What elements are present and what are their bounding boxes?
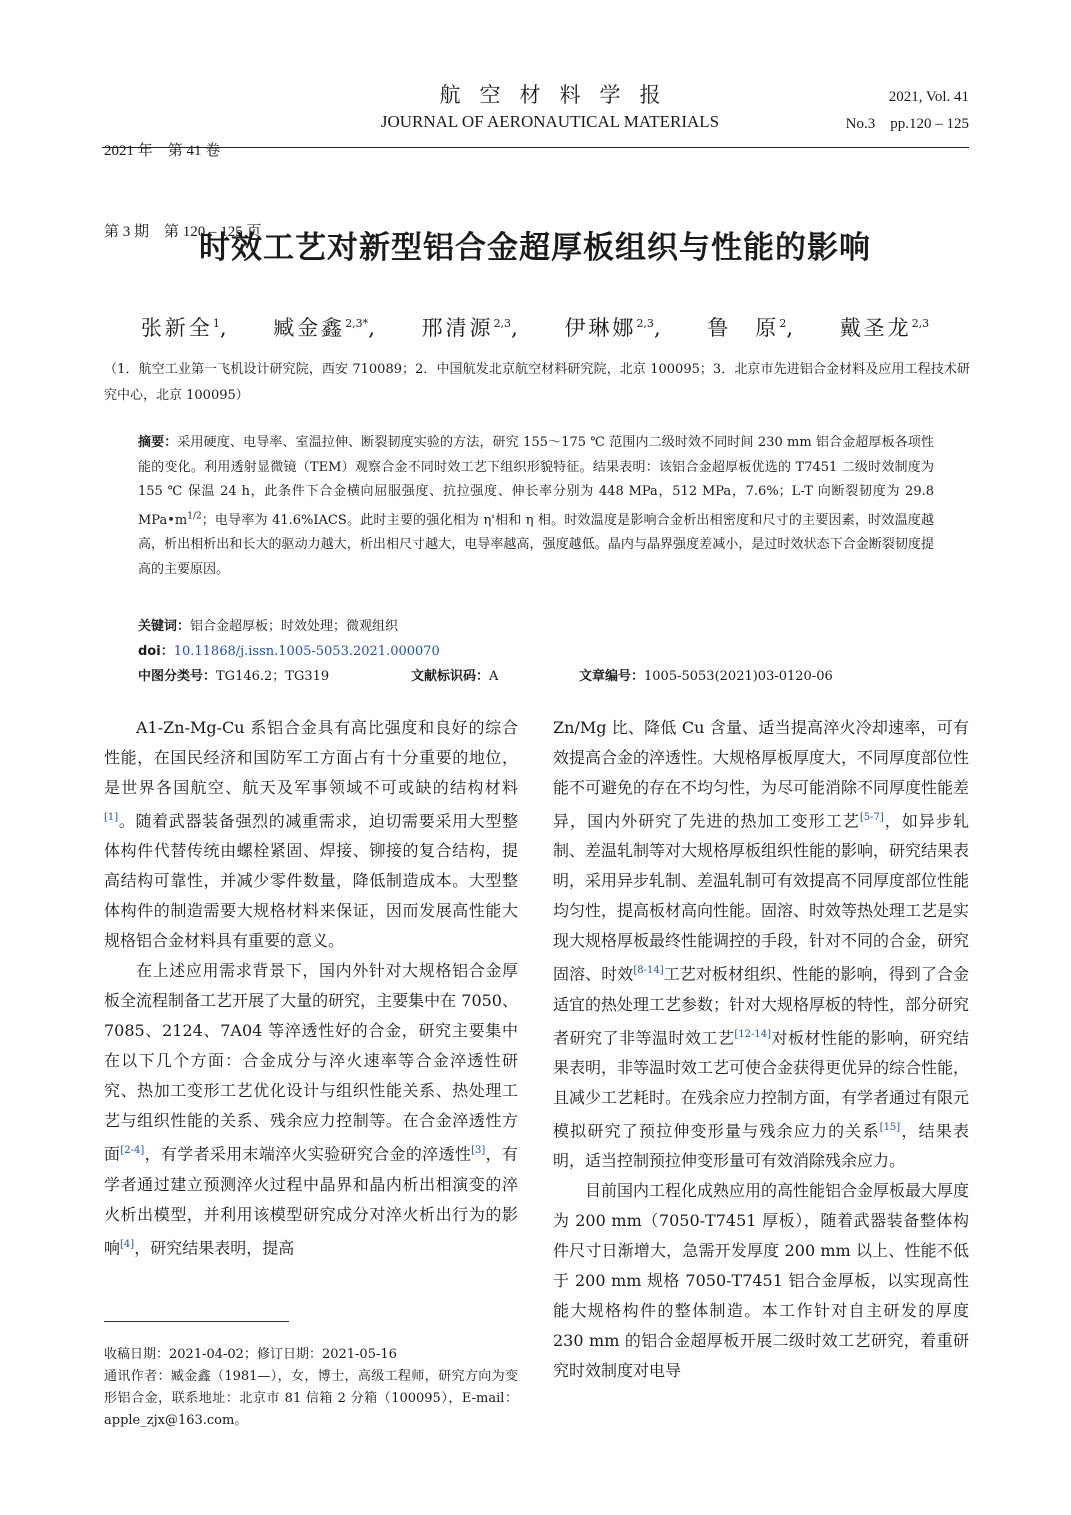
footnotes	[104, 1344, 518, 1432]
author: 戴圣龙$^{2,3}$	[839, 316, 930, 340]
issue-info-right	[846, 84, 969, 138]
keywords-label: 关键词：	[138, 619, 191, 634]
author: 邢清源$^{2,3}$	[421, 316, 512, 340]
volume-en: 2021, Vol. 41	[888, 89, 969, 105]
paper-title: 时效工艺对新型铝合金超厚板组织与性能的影响	[199, 230, 871, 266]
keywords	[138, 617, 398, 637]
abstract	[138, 431, 934, 582]
document-code: 文献标识码：A	[411, 669, 499, 684]
author: 鲁 原$^2$	[707, 316, 787, 340]
paragraph: A1-Zn-Mg-Cu 系铝合金具有高比强度和良好的综合性能，在国民经济和国防军工方面占有十分重要的地位，是世界各国航空、航天及军事领域不可或缺的结构材料[1]。随着武器装备强烈的减重需求，迫切需要采用大型整体构件代替传统由螺栓紧固、焊接、铆接的复合结构，提高结构可靠性，并减少零件数量，降低制造成本。大型整体构件的制造需要大规格材料来保证，因而发展高性能大规格铝合金材料具有重要的意义。	[104, 718, 518, 951]
doi	[138, 642, 440, 662]
header-divider	[102, 147, 969, 148]
paragraph: Zn/Mg 比、降低 Cu 含量、适当提高淬火冷却速率，可有效提高合金的淬透性。大规格厚板厚度大，不同厚度部位性能不可避免的存在不均匀性，为尽可能消除不同厚度性能差异，国内外研究了先进的热加工变形工艺[5-7]，如异步轧制、差温轧制等对大规格厚板组织性能的影响，研究结果表明，采用异步轧制、差温轧制可有效提高不同厚度部位性能均匀性，提高板材高向性能。固溶、时效等热处理工艺是实现大规格厚板最终性能调控的手段，针对不同的合金，研究固溶、时效[8-14]工艺对板材组织、性能的影响，得到了合金适宜的热处理工艺参数；针对大规格厚板的特性，部分研究者研究了非等温时效工艺[12-14]对板材性能的影响，研究结果表明，非等温时效工艺可使合金获得更优异的综合性能，且减少工艺耗时。在残余应力控制方面，有学者通过有限元模拟研究了预拉伸变形量与残余应力的关系[15]，结果表明，适当控制预拉伸变形量可有效消除残余应力。	[553, 718, 970, 1171]
author-list: 张新全$^1$, 臧金鑫$^{2,3*}$, 邢清源$^{2,3}$, 伊琳娜$^{2,3}$, 鲁 原$^2$, 戴圣龙$^{2,3}$	[140, 316, 930, 340]
doi-label: doi：	[138, 644, 174, 659]
body-column-left	[104, 713, 518, 1263]
footnote-divider	[104, 1321, 289, 1322]
author: 张新全$^1$	[140, 316, 220, 340]
paragraph: 在上述应用需求背景下，国内外针对大规格铝合金厚板全流程制备工艺开展了大量的研究，主要集中在 7050、7085、2124、7A04 等淬透性好的合金，研究主要集中在以下几个方面：合金成分与淬火速率等合金淬透性研究、热加工变形工艺优化设计与组织性能关系、热处理工艺与组织性能的关系、残余应力控制等。在合金淬透性方面[2-4]，有学者采用末端淬火实验研究合金的淬透性[3]，有学者通过建立预测淬火过程中晶界和晶内析出相演变的淬火析出模型，并利用该模型研究成分对淬火析出行为的影响[4]，研究结果表明，提高	[104, 961, 518, 1257]
paragraph: 目前国内工程化成熟应用的高性能铝合金厚板最大厚度为 200 mm（7050-T7451 厚板），随着武器装备整体构件尺寸日渐增大，急需开发厚度 200 mm 以上、性能不低于 200 mm 规格 7050-T7451 铝合金厚板，以实现高性能大规格构件的整体制造。本工作针对自主研发的厚度 230 mm 的铝合金超厚板开展二级时效工艺研究，着重研究时效制度对电导	[553, 1181, 970, 1381]
abstract-text: 采用硬度、电导率、室温拉伸、断裂韧度实验的方法，研究 155～175 ℃ 范围内二级时效不同时间 230 mm 铝合金超厚板各项性能的变化。利用透射显微镜（TEM）观察合金不同时效工艺下组织形貌特征。结果表明：该铝合金超厚板优选的 T7451 二级时效制度为 155 ℃ 保温 24 h，此条件下合金横向屈服强度、抗拉强度、伸长率分别为 448 MPa，512 MPa，7.6%；L-T 向断裂韧度为 29.8 $MPa•m^{1/2}$；电导率为 41.6%IACS。此时主要的强化相为 η'相和 η 相。时效温度是影响合金析出相密度和尺寸的主要因素，时效温度越高，析出相析出和长大的驱动力越大，析出相尺寸越大，电导率越高，强度越低。晶内与晶界强度差减小，是过时效状态下合金断裂韧度提高的主要原因。	[138, 435, 934, 577]
volume-year: 2021 年 第 41 卷	[104, 143, 221, 159]
author: 伊琳娜$^{2,3}$	[564, 316, 654, 340]
clc-number: 中图分类号：TG146.2；TG319	[138, 669, 330, 684]
journal-masthead	[300, 80, 800, 134]
abstract-label: 摘要：	[138, 435, 178, 450]
issue-pages: 第 3 期 第 120 – 125 页	[104, 224, 262, 240]
doi-link[interactable]: 10.11868/j.issn.1005-5053.2021.000070	[173, 644, 440, 659]
received-dates: 收稿日期：2021-04-02；修订日期：2021-05-16	[104, 1347, 397, 1362]
keywords-text: 铝合金超厚板；时效处理；微观组织	[190, 619, 399, 634]
corresponding-author: 通讯作者：臧金鑫（1981—），女，博士，高级工程师，研究方向为变形铝合金，联系地址：北京市 81 信箱 2 分箱（100095），E-mail：apple_zjx@163.com。	[104, 1369, 518, 1428]
affiliations: （1．航空工业第一飞机设计研究院，西安 710089；2．中国航发北京航空材料研究院，北京 100095；3．北京市先进铝合金材料及应用工程技术研究中心，北京 100095）	[104, 362, 970, 403]
body-column-right	[553, 713, 969, 1386]
journal-name-cn: 航空材料学报	[439, 83, 680, 107]
article-number: 文章编号：1005-5053(2021)03-0120-06	[579, 669, 833, 684]
journal-name-en: JOURNAL OF AERONAUTICAL MATERIALS	[380, 112, 720, 131]
issue-pages-en: No.3 pp.120 – 125	[845, 116, 969, 132]
author: 臧金鑫$^{2,3*}$	[273, 316, 369, 340]
